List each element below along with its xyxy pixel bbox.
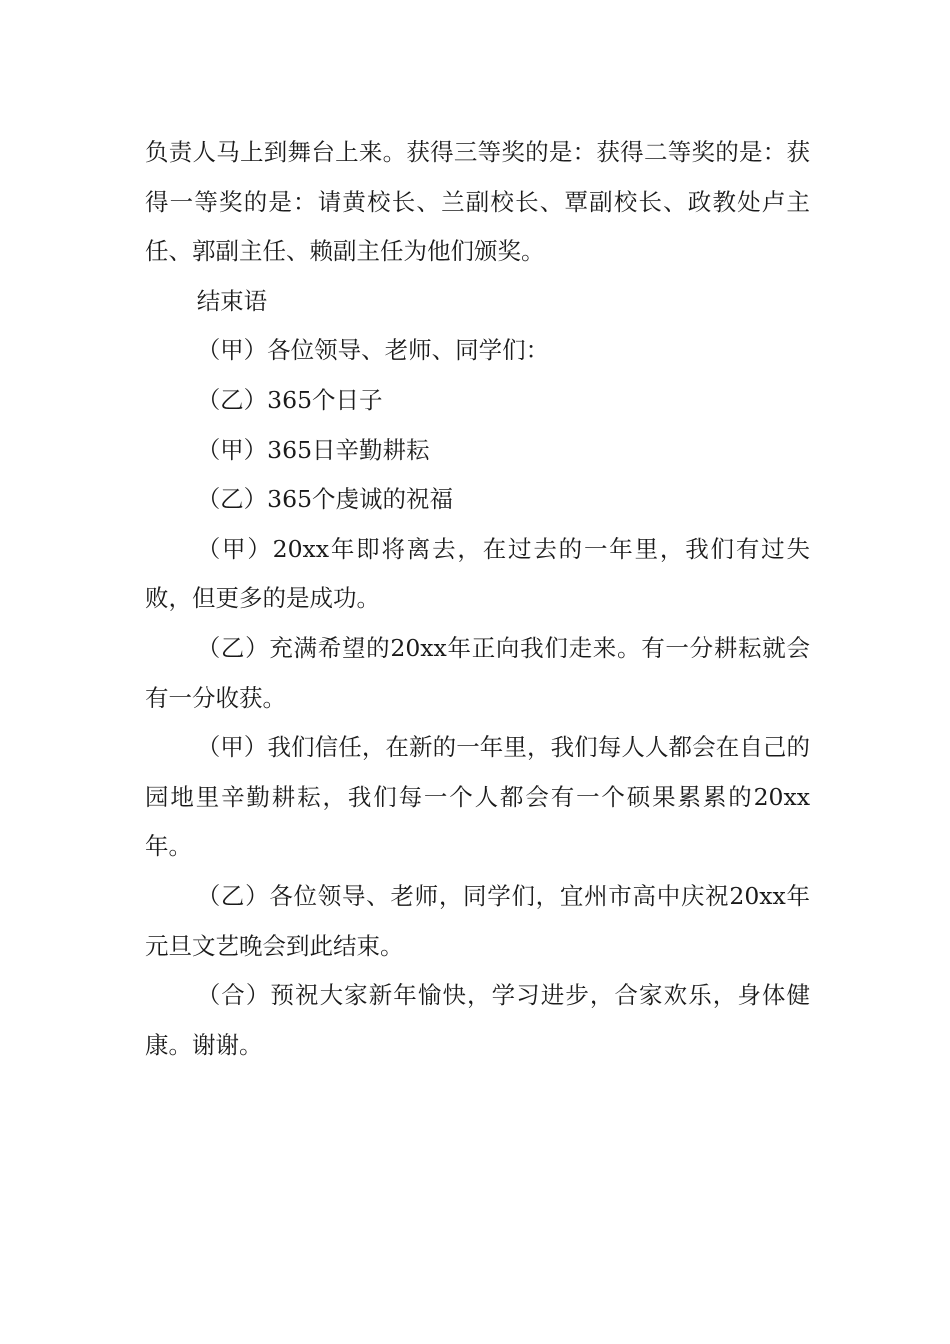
paragraph-365-days: （乙）365个日子: [196, 385, 383, 414]
paragraph-end-announcement: （乙）各位领导、老师，同学们，宜州市高中庆祝20xx年元旦文艺晚会到此结束。: [145, 881, 810, 960]
paragraph-greeting: （甲）各位领导、老师、同学们：: [196, 336, 550, 365]
paragraph-new-year-coming: （乙）充满希望的20xx年正向我们走来。有一分耕耘就会有一分收获。: [145, 633, 810, 712]
document-page: [145, 128, 810, 1070]
paragraph-closing-heading: 结束语: [196, 286, 268, 315]
paragraph-awards: 负责人马上到舞台上来。获得三等奖的是：获得二等奖的是：获得一等奖的是：请黄校长、兰副校长、覃副校长、政教处卢主任、郭副主任、赖副主任为他们颁奖。: [145, 138, 810, 266]
paragraph-belief: （甲）我们信任，在新的一年里，我们每人人都会在自己的园地里辛勤耕耘，我们每一个人都会有一个硕果累累的20xx年。: [145, 733, 810, 861]
paragraph-365-labor: （甲）365日辛勤耕耘: [196, 435, 430, 464]
paragraph-wishes: （合）预祝大家新年愉快，学习进步，合家欢乐，身体健康。谢谢。: [145, 981, 810, 1059]
paragraph-year-leaving: （甲）20xx年即将离去，在过去的一年里，我们有过失败，但更多的是成功。: [145, 534, 810, 613]
paragraph-365-blessings: （乙）365个虔诚的祝福: [196, 485, 454, 514]
